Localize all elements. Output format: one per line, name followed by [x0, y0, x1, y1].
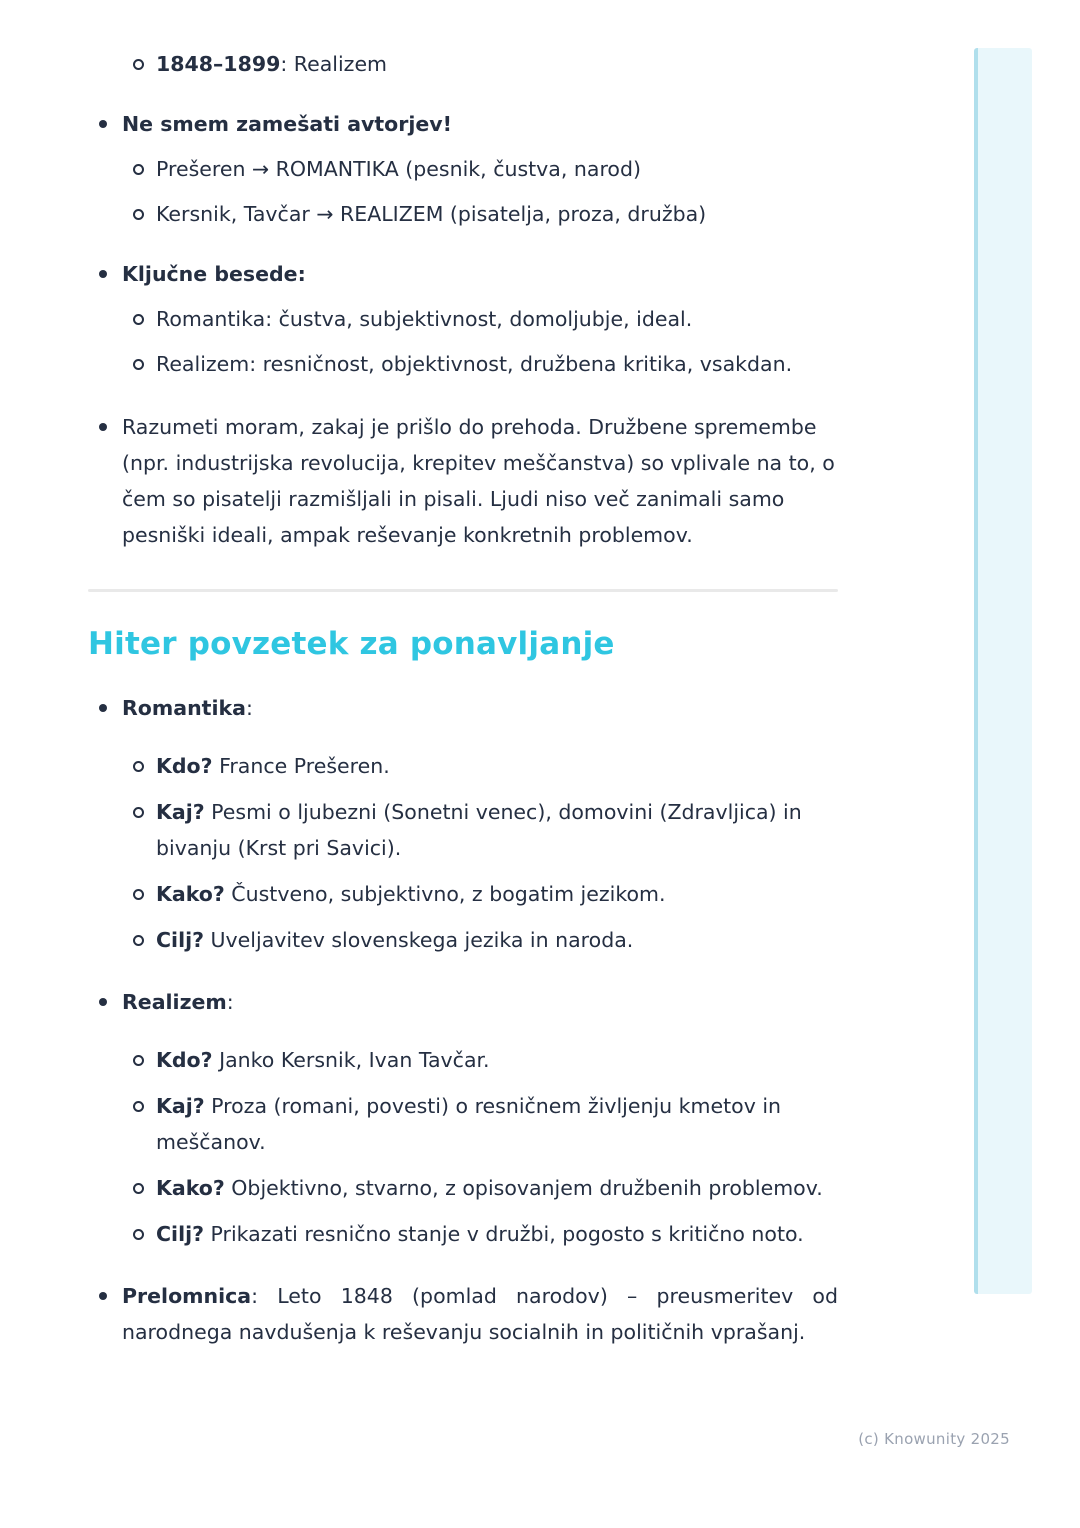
list-item-romantika-cilj: [88, 922, 838, 958]
bullet-circle-icon: [133, 164, 144, 175]
keywords-romantika: Romantika: čustva, subjektivnost, domoljubje, ideal.: [156, 307, 693, 331]
page-title: Hiter povzetek za ponavljanje: [88, 626, 615, 662]
list-item-realizem-kaj: [88, 1088, 838, 1160]
list-item-realizem-kako: [88, 1170, 838, 1206]
qa-answer: Čustveno, subjektivno, z bogatim jezikom.: [224, 882, 666, 906]
bullet-circle-icon: [133, 761, 144, 772]
list-item-prelomnica: [88, 1278, 838, 1350]
realizem-title: Realizem: [122, 990, 227, 1014]
list-item-keywords-realizem: [88, 346, 838, 382]
list-item-timeline-realizem: [88, 46, 838, 82]
bullet-dot-icon: [99, 270, 107, 278]
romantika-title-colon: :: [245, 696, 253, 720]
bullet-dot-icon: [99, 423, 107, 431]
list-item-romantika-title: [88, 690, 838, 726]
list-item-romantika-kako: [88, 876, 838, 912]
bullet-circle-icon: [133, 807, 144, 818]
list-item-authors-title: [88, 106, 838, 142]
note-paragraph: Razumeti moram, zakaj je prišlo do prehoda. Družbene spremembe (npr. industrijska revolucija, krepitev meščanstva) so vplivale na to, o čem so pisatelji razmišljali in pisali. Ljudi niso več zanimali samo pesniški ideali, ampak reševanje konkretnih problemov.: [122, 415, 835, 547]
qa-lead: Kdo?: [156, 754, 213, 778]
author-mapping: Kersnik, Tavčar → REALIZEM (pisatelja, proza, družba): [156, 202, 707, 226]
timeline-range: 1848–1899: [156, 52, 281, 76]
qa-answer: Janko Kersnik, Ivan Tavčar.: [212, 1048, 490, 1072]
bullet-circle-icon: [133, 359, 144, 370]
authors-title: Ne smem zamešati avtorjev!: [122, 112, 453, 136]
list-item-note: [88, 409, 838, 553]
qa-lead: Kaj?: [156, 1094, 205, 1118]
list-item-realizem-title: [88, 984, 838, 1020]
qa-lead: Kako?: [156, 882, 225, 906]
qa-answer: Prikazati resnično stanje v družbi, pogosto s kritično noto.: [204, 1222, 804, 1246]
timeline-label: : Realizem: [280, 52, 388, 76]
qa-lead: Kaj?: [156, 800, 205, 824]
bullet-circle-icon: [133, 209, 144, 220]
prelomnica-lead: Prelomnica: [122, 1284, 252, 1308]
bullet-dot-icon: [99, 704, 107, 712]
bullet-circle-icon: [133, 935, 144, 946]
qa-lead: Kako?: [156, 1176, 225, 1200]
qa-lead: Cilj?: [156, 1222, 205, 1246]
qa-answer: Proza (romani, povesti) o resničnem življenju kmetov in meščanov.: [156, 1094, 782, 1154]
qa-answer: Uveljavitev slovenskega jezika in naroda.: [204, 928, 634, 952]
bullet-dot-icon: [99, 1292, 107, 1300]
bullet-circle-icon: [133, 1055, 144, 1066]
bullet-circle-icon: [133, 59, 144, 70]
section-divider: [88, 589, 838, 592]
bullet-circle-icon: [133, 1101, 144, 1112]
bullet-dot-icon: [99, 998, 107, 1006]
author-mapping: Prešeren → ROMANTIKA (pesnik, čustva, narod): [156, 157, 641, 181]
list-item-realizem-cilj: [88, 1216, 838, 1252]
bullet-circle-icon: [133, 1183, 144, 1194]
list-item-keywords-title: [88, 256, 838, 292]
keywords-title: Ključne besede:: [122, 262, 306, 286]
qa-answer: France Prešeren.: [212, 754, 390, 778]
list-item-keywords-romantika: [88, 301, 838, 337]
keywords-realizem: Realizem: resničnost, objektivnost, družbena kritika, vsakdan.: [156, 352, 793, 376]
bullet-circle-icon: [133, 314, 144, 325]
qa-lead: Kdo?: [156, 1048, 213, 1072]
romantika-title: Romantika: [122, 696, 246, 720]
list-item-author-romantika: [88, 151, 838, 187]
list-item-author-realizem: [88, 196, 838, 232]
notes-content: [88, 46, 838, 1350]
page-margin-highlight-bar: [974, 48, 1032, 1294]
bullet-dot-icon: [99, 120, 107, 128]
list-item-realizem-kdo: [88, 1042, 838, 1078]
prelomnica-text: : Leto 1848 (pomlad narodov) – preusmeritev od narodnega navdušenja k reševanju socialnih in političnih vprašanj.: [122, 1284, 838, 1344]
bullet-circle-icon: [133, 1229, 144, 1240]
list-item-romantika-kaj: [88, 794, 838, 866]
qa-lead: Cilj?: [156, 928, 205, 952]
realizem-title-colon: :: [226, 990, 234, 1014]
list-item-romantika-kdo: [88, 748, 838, 784]
qa-answer: Objektivno, stvarno, z opisovanjem družbenih problemov.: [224, 1176, 823, 1200]
copyright-watermark: (c) Knowunity 2025: [858, 1430, 1010, 1448]
qa-answer: Pesmi o ljubezni (Sonetni venec), domovini (Zdravljica) in bivanju (Krst pri Savici).: [156, 800, 802, 860]
bullet-circle-icon: [133, 889, 144, 900]
